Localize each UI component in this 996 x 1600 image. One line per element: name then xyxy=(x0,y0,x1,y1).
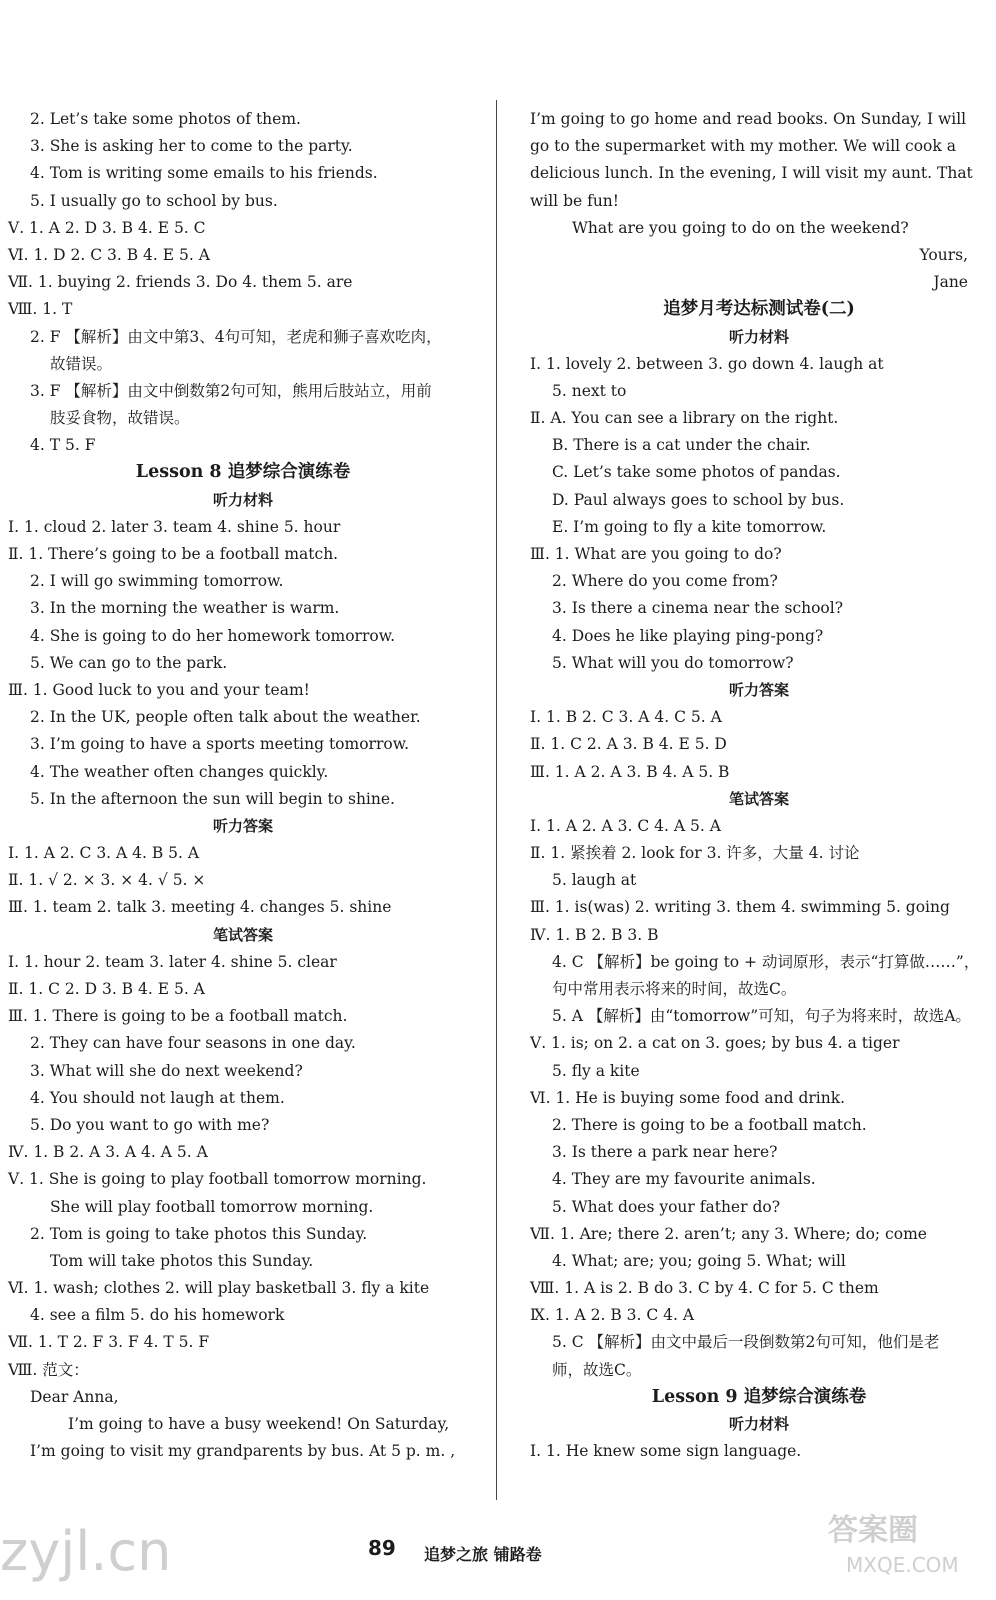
answer-line: 4. What; are; you; going 5. What; will xyxy=(552,1251,846,1270)
answer-line: 句中常用表示将来的时间，故选C。 xyxy=(552,980,797,998)
answer-line: delicious lunch. In the evening, I will visit my aunt. That xyxy=(530,164,973,183)
answer-line: go to the supermarket with my mother. We will cook a xyxy=(530,137,956,156)
answer-line: will be fun! xyxy=(530,191,620,210)
answer-line: Ⅰ. 1. hour 2. team 3. later 4. shine 5. clear xyxy=(8,952,337,971)
answer-line: Ⅱ. 1. C 2. A 3. B 4. E 5. D xyxy=(530,735,727,754)
answer-line: 2. I will go swimming tomorrow. xyxy=(30,572,284,591)
answer-line: 3. F 【解析】由文中倒数第2句可知，熊用后肢站立，用前 xyxy=(30,381,432,400)
answer-line: Tom will take photos this Sunday. xyxy=(50,1251,314,1270)
section-title: Lesson 8 追梦综合演练卷 xyxy=(135,462,351,483)
section-title: Lesson 9 追梦综合演练卷 xyxy=(651,1386,867,1407)
answer-line: Ⅲ. 1. There is going to be a football match. xyxy=(8,1007,348,1026)
answer-line: Ⅷ. 1. T xyxy=(8,300,73,319)
answer-line: 3. She is asking her to come to the party. xyxy=(30,137,353,156)
answer-line: 3. What will she do next weekend? xyxy=(30,1061,303,1080)
answer-line: 2. F 【解析】由文中第3、4句可知，老虎和狮子喜欢吃肉， xyxy=(30,327,442,346)
answer-line: 3. In the morning the weather is warm. xyxy=(30,599,340,618)
answer-line: 故错误。 xyxy=(50,354,113,373)
answer-line: D. Paul always goes to school by bus. xyxy=(552,490,845,509)
answer-line: 3. I’m going to have a sports meeting tomorrow. xyxy=(30,735,410,754)
answer-line: Ⅷ. 1. A is 2. B do 3. C by 4. C for 5. C them xyxy=(530,1279,879,1298)
subsection-heading: 笔试答案 xyxy=(728,789,789,808)
answer-line: She will play football tomorrow morning. xyxy=(50,1197,374,1216)
subsection-heading: 听力材料 xyxy=(728,327,789,346)
section-title: 追梦月考达标测试卷(二) xyxy=(663,299,855,320)
signature-line: Yours, xyxy=(919,245,968,264)
answer-line: Ⅴ. 1. A 2. D 3. B 4. E 5. C xyxy=(8,218,206,237)
answer-line: 5. A 【解析】由“tomorrow”可知，句子为将来时，故选A。 xyxy=(552,1007,971,1026)
brand-logo-text: 追梦之旅 铺路卷 xyxy=(424,1545,542,1564)
answer-line: 3. Is there a park near here? xyxy=(552,1143,778,1162)
answer-line: Ⅱ. 1. √ 2. × 3. × 4. √ 5. × xyxy=(8,871,206,890)
answer-line: 5. In the afternoon the sun will begin to shine. xyxy=(30,789,395,808)
answer-line: 5. Do you want to go with me? xyxy=(30,1115,270,1134)
answer-line: Ⅱ. 1. 紧挨着 2. look for 3. 许多，大量 4. 讨论 xyxy=(530,844,860,863)
answer-line: Ⅲ. 1. team 2. talk 3. meeting 4. changes 5. shine xyxy=(8,898,392,917)
answer-line: 4. see a film 5. do his homework xyxy=(30,1306,285,1325)
answer-line: 2. Tom is going to take photos this Sunday. xyxy=(30,1224,368,1243)
answer-line: Ⅳ. 1. B 2. A 3. A 4. A 5. A xyxy=(8,1143,208,1162)
answer-line: 4. Does he like playing ping-pong? xyxy=(552,626,824,645)
answer-line: What are you going to do on the weekend? xyxy=(572,218,909,237)
answer-line: E. I’m going to fly a kite tomorrow. xyxy=(552,517,827,536)
answer-line: Ⅶ. 1. Are; there 2. aren’t; any 3. Where; do; come xyxy=(530,1224,927,1243)
answer-line: 2. They can have four seasons in one day. xyxy=(30,1034,356,1053)
answer-line: Ⅱ. 1. C 2. D 3. B 4. E 5. A xyxy=(8,980,205,998)
answer-line: 4. T 5. F xyxy=(30,436,96,455)
answer-line: 肢妥食物，故错误。 xyxy=(50,409,190,428)
subsection-heading: 听力材料 xyxy=(728,1415,789,1433)
answer-line: 5. What does your father do? xyxy=(552,1197,781,1216)
answer-line: 5. laugh at xyxy=(552,871,637,890)
answer-line: 师，故选C。 xyxy=(552,1360,642,1379)
answer-line: 5. We can go to the park. xyxy=(30,653,228,672)
answer-line: B. There is a cat under the chair. xyxy=(552,436,811,455)
answer-line: 3. Is there a cinema near the school? xyxy=(552,599,844,618)
answer-line: Ⅰ. 1. B 2. C 3. A 4. C 5. A xyxy=(530,708,722,727)
answer-line: Dear Anna, xyxy=(30,1387,119,1406)
answer-line: Ⅲ. 1. is(was) 2. writing 3. them 4. swimming 5. going xyxy=(530,898,950,917)
answer-line: I’m going to go home and read books. On Sunday, I will xyxy=(530,110,967,128)
answer-line: Ⅰ. 1. A 2. C 3. A 4. B 5. A xyxy=(8,844,200,863)
column-divider xyxy=(496,100,497,1500)
answer-line: Ⅵ. 1. wash; clothes 2. will play basketball 3. fly a kite xyxy=(8,1279,430,1298)
answer-line: 2. Let’s take some photos of them. xyxy=(30,110,301,128)
answer-line: 4. You should not laugh at them. xyxy=(30,1088,285,1107)
answer-line: 4. They are my favourite animals. xyxy=(552,1170,816,1189)
answer-line: Ⅰ. 1. lovely 2. between 3. go down 4. laugh at xyxy=(530,354,884,373)
answer-line: Ⅴ. 1. She is going to play football tomorrow morning. xyxy=(8,1170,427,1189)
answer-line: Ⅷ. 范文： xyxy=(8,1360,89,1379)
answer-line: I’m going to have a busy weekend! On Saturday, xyxy=(68,1415,450,1433)
answer-line: Ⅶ. 1. T 2. F 3. F 4. T 5. F xyxy=(8,1333,210,1352)
signature-line: Jane xyxy=(933,273,968,292)
answer-line: 4. C 【解析】be going to + 动词原形，表示“打算做……”， xyxy=(552,952,980,971)
answer-line: 5. next to xyxy=(552,381,627,400)
watermark-left: zyjl.cn xyxy=(0,1520,172,1583)
answer-line: Ⅲ. 1. What are you going to do? xyxy=(530,545,782,563)
watermark-right-logo: 答案圈 xyxy=(828,1513,918,1548)
answer-line: 4. The weather often changes quickly. xyxy=(30,762,329,781)
subsection-heading: 听力答案 xyxy=(212,816,273,835)
answer-line: Ⅰ. 1. He knew some sign language. xyxy=(530,1442,802,1461)
answer-line: Ⅵ. 1. He is buying some food and drink. xyxy=(530,1088,846,1107)
answer-line: Ⅲ. 1. A 2. A 3. B 4. A 5. B xyxy=(530,762,730,781)
answer-line: Ⅸ. 1. A 2. B 3. C 4. A xyxy=(530,1306,695,1325)
right-column xyxy=(530,106,988,1465)
answer-line: 2. Where do you come from? xyxy=(552,572,778,591)
answer-line: Ⅱ. 1. There’s going to be a football match. xyxy=(8,545,339,563)
answer-line: 4. She is going to do her homework tomorrow. xyxy=(30,626,396,645)
answer-line: Ⅳ. 1. B 2. B 3. B xyxy=(530,925,659,944)
answer-line: 5. I usually go to school by bus. xyxy=(30,191,278,210)
subsection-heading: 听力材料 xyxy=(212,490,273,509)
answer-line: Ⅲ. 1. Good luck to you and your team! xyxy=(8,680,310,699)
answer-line: 2. There is going to be a football match. xyxy=(552,1115,867,1134)
answer-line: Ⅵ. 1. D 2. C 3. B 4. E 5. A xyxy=(8,245,210,264)
answer-line: Ⅰ. 1. cloud 2. later 3. team 4. shine 5. hour xyxy=(8,517,341,536)
answer-line: 2. In the UK, people often talk about the weather. xyxy=(30,708,421,727)
subsection-heading: 笔试答案 xyxy=(212,925,273,944)
answer-line: 5. fly a kite xyxy=(552,1061,640,1080)
left-column xyxy=(8,106,478,1465)
answer-line: Ⅶ. 1. buying 2. friends 3. Do 4. them 5. are xyxy=(8,273,353,292)
answer-line: I’m going to visit my grandparents by bus. At 5 p. m. , xyxy=(30,1442,456,1461)
subsection-heading: 听力答案 xyxy=(728,680,789,699)
answer-line: 5. C 【解析】由文中最后一段倒数第2句可知，他们是老 xyxy=(552,1333,940,1352)
answer-line: Ⅰ. 1. A 2. A 3. C 4. A 5. A xyxy=(530,816,721,835)
answer-line: 5. What will you do tomorrow? xyxy=(552,653,794,672)
answer-line: 4. Tom is writing some emails to his friends. xyxy=(30,164,378,183)
page-number: 89 xyxy=(368,1536,396,1560)
answer-line: C. Let’s take some photos of pandas. xyxy=(552,463,841,482)
watermark-right-url: MXQE.COM xyxy=(846,1553,959,1577)
answer-line: Ⅱ. A. You can see a library on the right. xyxy=(530,409,839,428)
answer-line: Ⅴ. 1. is; on 2. a cat on 3. goes; by bus 4. a tiger xyxy=(530,1034,900,1053)
